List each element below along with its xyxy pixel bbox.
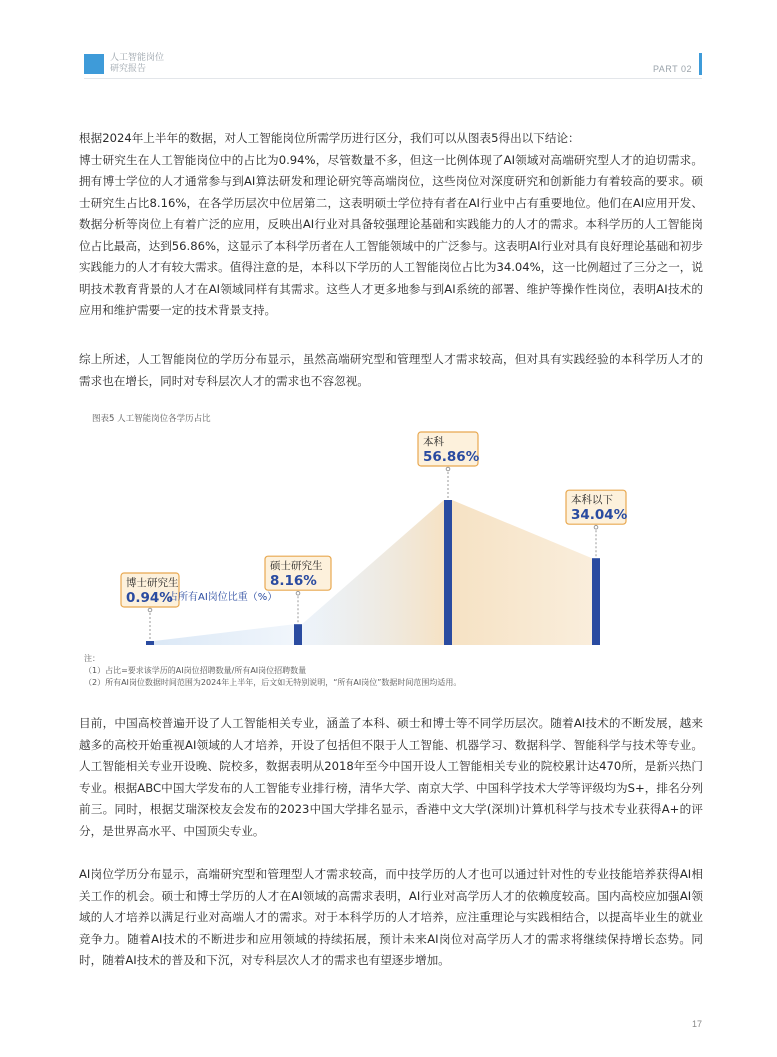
chart-leader-dot	[594, 525, 598, 529]
chart-leader-dot	[148, 608, 152, 612]
chart-category-label: 硕士研究生	[270, 560, 323, 573]
chart-value-label: 0.94%	[126, 590, 173, 606]
chart-bar	[146, 641, 154, 645]
chart-category-label: 博士研究生	[126, 577, 179, 589]
header-subtitle: 研究报告	[110, 64, 147, 74]
paragraph-outlook: AI岗位学历分布显示，高端研究型和管理型人才需求较高，而中技学历的人才也可以通过针对性的专业技能培养获得AI相关工作的机会。硕士和博士学历的人才在AI领域的高需求表明，AI行业对高学历人才的依赖度较高。国内高校应加强AI领域的人才培养以满足行业对高端人才的需求。对于本科学历的人才培养，应注重理论与实践相结合，以提高毕业生的就业竞争力。随着AI技术的不断进步和应用领域的持续拓展，预计未来AI岗位对高学历人才的需求将继续保持增长态势。同时，随着AI技术的普及和下沉，对专科层次人才的需求也有望逐步增加。	[79, 867, 703, 967]
chart-area-segment	[154, 624, 294, 645]
chart-bar	[592, 558, 600, 645]
chart-category-label: 本科以下	[571, 494, 613, 507]
page-number: 17	[691, 1019, 702, 1029]
chart-leader-dot	[446, 467, 450, 471]
chart-category-label: 本科	[423, 436, 444, 448]
chart-bar	[294, 624, 302, 645]
paragraph-summary: 综上所述，人工智能岗位的学历分布显示，虽然高端研究型和管理型人才需求较高，但对具有实践经验的本科学历人才的需求也在增长，同时对专科层次人才的需求也不容忽视。	[79, 352, 703, 388]
chart-axis-label: 占所有AI岗位比重（%）	[168, 592, 278, 603]
paragraph-intro: 根据2024年上半年的数据，对人工智能岗位所需学历进行区分，我们可以从图表5得出以下结论：	[79, 131, 580, 145]
chart-title: 图表5 人工智能岗位各学历占比	[92, 414, 211, 424]
notes-heading: 注：	[84, 654, 100, 663]
header-title: 人工智能岗位	[110, 53, 165, 63]
note-1: （1）占比=要求该学历的AI岗位招聘数量/所有AI岗位招聘数量	[84, 666, 307, 675]
chart-notes	[84, 653, 461, 689]
chart-value-label: 8.16%	[270, 573, 317, 590]
paragraph-universities: 目前，中国高校普遍开设了人工智能相关专业，涵盖了本科、硕士和博士等不同学历层次。随着AI技术的不断发展，越来越多的高校开始重视AI领域的人才培养，开设了包括但不限于人工智能、机器学习、数据科学、智能科学与技术等专业。人工智能相关专业开设晚、院校多，数据表明从2018年至今中国开设人工智能相关专业的院校累计达470所，是新兴热门专业。根据ABC中国大学发布的人工智能专业排行榜，清华大学、南京大学、中国科学技术大学等评级均为S+，排名分列前三。同时，根据艾瑞深校友会发布的2023中国大学排名显示，香港中文大学(深圳)计算机科学与技术专业获得A+的评分，是世界高水平、中国顶尖专业。	[79, 716, 703, 838]
chart-bar	[444, 500, 452, 645]
chart-value-label: 34.04%	[571, 507, 628, 524]
chart-leader-dot	[296, 591, 300, 595]
paragraph-body: 博士研究生在人工智能岗位中的占比为0.94%，尽管数量不多，但这一比例体现了AI领域对高端研究型人才的迫切需求。拥有博士学位的人才通常参与到AI算法研发和理论研究等高端岗位，这些岗位对深度研究和创新能力有着较高的要求。硕士研究生占比8.16%，在各学历层次中位居第二，这表明硕士学位持有者在AI行业中占有重要地位。他们在AI应用开发、数据分析等岗位上有着广泛的应用，反映出AI行业对具备较强理论基础和实践能力的人才的需求。本科学历的人工智能岗位占比最高，达到56.86%，这显示了本科学历者在人工智能领域中的广泛参与。这表明AI行业对具有良好理论基础和初步实践能力的人才有较大需求。值得注意的是，本科以下学历的人工智能岗位占比为34.04%，这一比例超过了三分之一，说明技术教育背景的人才在AI领域同样有其需求。这些人才更多地参与到AI系统的部署、维护等操作性岗位，表明AI技术的应用和维护需要一定的技术背景支持。	[79, 152, 703, 317]
chart-value-label: 56.86%	[423, 449, 480, 465]
note-2: （2）所有AI岗位数据时间范围为2024年上半年，后文如无特别说明，“所有AI岗位”数据时间范围均适用。	[84, 678, 462, 687]
header-part-label: PART 02	[652, 64, 692, 74]
